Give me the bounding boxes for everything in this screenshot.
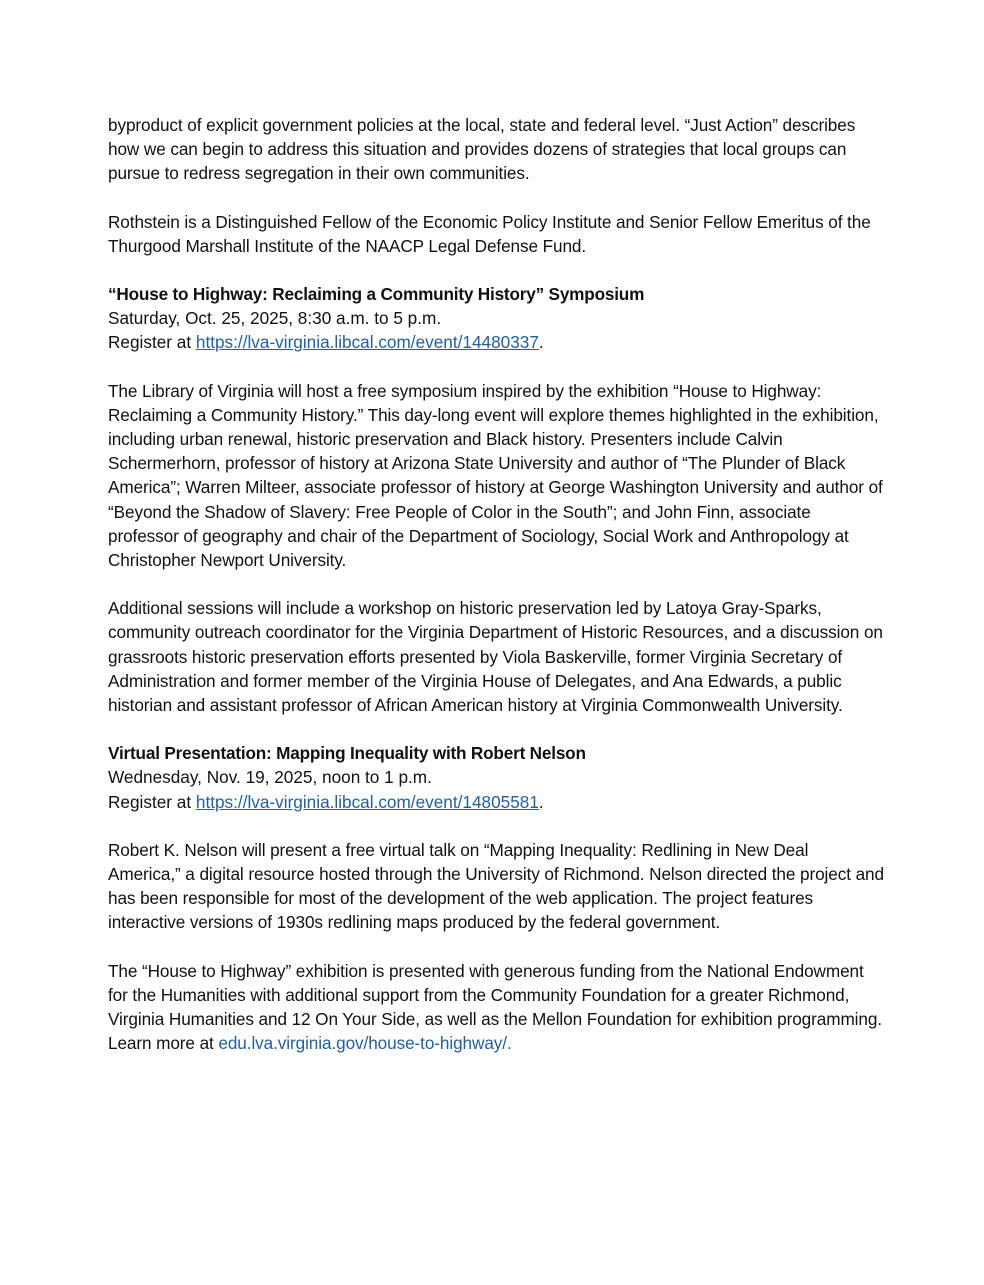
event1-register-suffix: . [538,332,544,353]
event2-register-link[interactable]: https://lva-virginia.libcal.com/event/14805581 [195,791,539,812]
event2-register-suffix: . [538,791,544,812]
event2-title: Virtual Presentation: Mapping Inequality with Robert Nelson [108,743,586,764]
closing-paragraph [108,959,884,1056]
event1-register-line [108,330,884,354]
exhibition-link[interactable]: edu.lva.virginia.gov/house-to-highway/. [218,1033,512,1054]
event1-title: “House to Highway: Reclaiming a Community History” Symposium [108,284,645,305]
event1-register-link[interactable]: https://lva-virginia.libcal.com/event/14480337 [195,332,539,353]
intro-paragraph-2: Rothstein is a Distinguished Fellow of the Economic Policy Institute and Senior Fellow Emeritus of the Thurgood Marshall Institute of the NAACP Legal Defense Fund. [108,211,871,256]
event2-register-line [108,790,884,814]
closing-text: The “House to Highway” exhibition is presented with generous funding from the National Endowment for the Humanities with additional support from the Community Foundation for a greater Richmond, Virginia Humanities and 12 On Your Side, as well as the Mellon Foundation for exhibition programming. Learn more at [108,960,882,1054]
event1-paragraph-2: Additional sessions will include a workshop on historic preservation led by Latoya Gray-Sparks, community outreach coordinator for the Virginia Department of Historic Resources, and a discussion on grassroots historic preservation efforts presented by Viola Baskerville, former Virginia Secretary of Administration and former member of the Virginia House of Delegates, and Ana Edwards, a public historian and assistant professor of African American history at Virginia Commonwealth University. [108,598,883,716]
event1-date: Saturday, Oct. 25, 2025, 8:30 a.m. to 5 p.m. [108,308,442,329]
event2-date: Wednesday, Nov. 19, 2025, noon to 1 p.m. [108,767,432,788]
event2-register-prefix: Register at [108,791,196,812]
event2-paragraph-1: Robert K. Nelson will present a free virtual talk on “Mapping Inequality: Redlining in New Deal America,” a digital resource hosted through the University of Richmond. Nelson directed the project and has been responsible for most of the development of the web application. The project features interactive versions of 1930s redlining maps produced by the federal government. [108,839,884,933]
event1-paragraph-1: The Library of Virginia will host a free symposium inspired by the exhibition “House to Highway: Reclaiming a Community History.” This day-long event will explore themes highlighted in the exhibition, including urban renewal, historic preservation and Black history. Presenters include Calvin Schermerhorn, professor of history at Arizona State University and author of “The Plunder of Black America”; Warren Milteer, associate professor of history at George Washington University and author of “Beyond the Shadow of Slavery: Free People of Color in the South”; and John Finn, associate professor of geography and chair of the Department of Sociology, Social Work and Anthropology at Christopher Newport University. [108,380,883,571]
intro-paragraph-1: byproduct of explicit government policies at the local, state and federal level. “Just Action” describes how we can begin to address this situation and provides dozens of strategies that local groups can pursue to redress segregation in their own communities. [108,115,856,184]
event1-register-prefix: Register at [108,332,196,353]
